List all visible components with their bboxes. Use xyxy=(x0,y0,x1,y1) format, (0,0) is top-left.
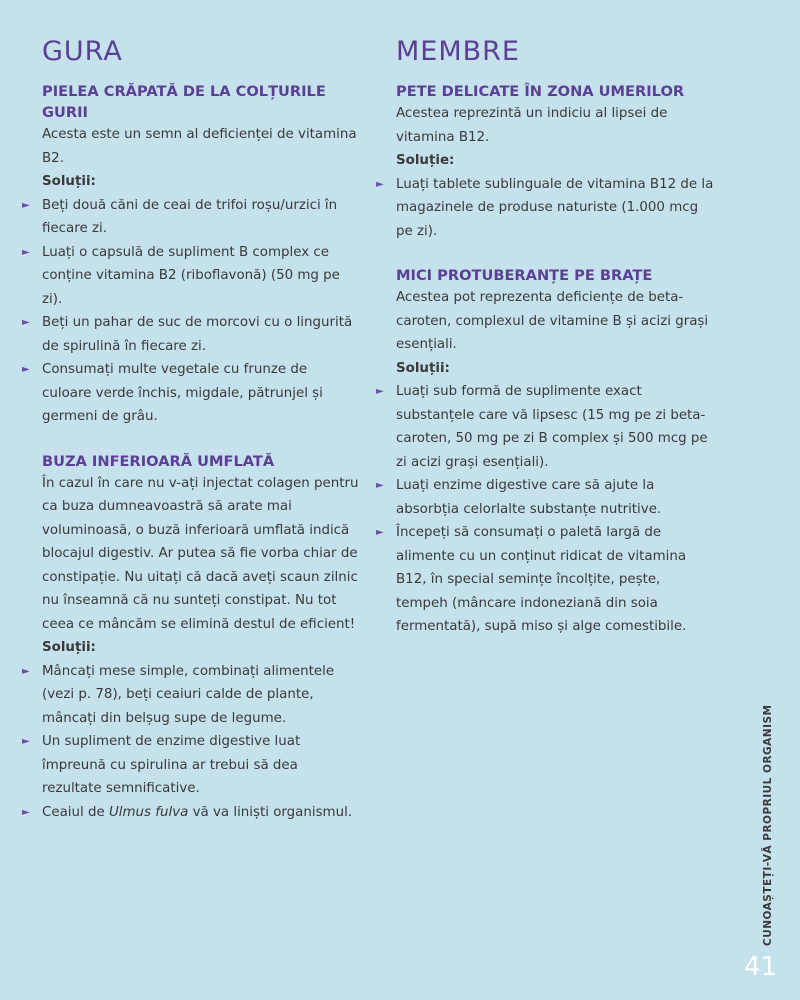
section-title-membre: MEMBRE xyxy=(396,36,520,67)
triangle-bullet-icon: ► xyxy=(22,364,30,375)
section-arm-bumps xyxy=(376,265,714,639)
intro-text: Acesta este un semn al deficienței de vitamina B2. xyxy=(42,127,357,166)
triangle-bullet-icon: ► xyxy=(22,246,30,258)
list-item: ► Luați enzime digestive care să ajute la absorbția celorlalte substanțe nutritive. xyxy=(396,474,714,521)
triangle-bullet-icon: ► xyxy=(376,178,384,190)
solutions-label: Soluții: xyxy=(42,174,96,189)
section-cracked-mouth-corners xyxy=(22,81,360,429)
triangle-bullet-icon: ► xyxy=(22,199,30,211)
page-number: 41 xyxy=(744,952,778,982)
triangle-bullet-icon: ► xyxy=(22,665,30,677)
list-item: ► Ceaiul de Ulmus fulva vă va liniști organismul. xyxy=(42,801,360,825)
intro-text: Acestea pot reprezenta deficiențe de beta-caroten, complexul de vitamine B și acizi grași esențiali. xyxy=(396,290,709,352)
triangle-bullet-icon: ► xyxy=(22,806,30,818)
chapter-sidebar-label: CUNOAȘTEȚI-VĂ PROPRIUL ORGANISM xyxy=(762,704,774,946)
list-item: ► Luați o capsulă de supliment B complex ce conține vitamina B2 (riboflavonă) (50 mg pe zi). xyxy=(42,241,360,312)
italic-term: Ulmus fulva xyxy=(108,804,189,820)
subheading: MICI PROTUBERANȚE PE BRAȚE xyxy=(396,267,653,284)
solutions-list xyxy=(376,173,714,244)
right-column xyxy=(376,36,714,661)
solutions-label: Soluții: xyxy=(42,640,96,655)
list-item: ► Luați tablete sublinguale de vitamina B12 de la magazinele de produse naturiste (1.000 mcg pe zi). xyxy=(396,173,714,244)
list-item: ► Mâncați mese simple, combinați alimentele (vezi p. 78), beți ceaiuri calde de plante, mâncați din belșug supe de legume. xyxy=(42,660,360,731)
subheading: PETE DELICATE ÎN ZONA UMERILOR xyxy=(396,83,685,100)
subheading: BUZA INFERIOARĂ UMFLATĂ xyxy=(42,452,275,470)
section-swollen-lower-lip xyxy=(22,451,360,825)
subheading: PIELEA CRĂPATĂ DE LA COLȚURILE GURII xyxy=(42,83,326,121)
solutions-list xyxy=(22,194,360,429)
solutions-label: Soluție: xyxy=(396,153,455,168)
section-shoulder-spots xyxy=(376,81,714,243)
solutions-list xyxy=(22,660,360,825)
section-title-gura: GURA xyxy=(42,36,123,67)
triangle-bullet-icon: ► xyxy=(376,480,384,491)
solutions-label: Soluții: xyxy=(396,360,450,376)
intro-text: În cazul în care nu v-ați injectat colagen pentru ca buza dumneavoastră să arate mai voluminoasă, o buză inferioară umflată indică blocajul digestiv. Ar putea să fie vorba chiar de constipație. Nu uitați că dacă aveți scaun zilnic nu înseamnă că nu sunteți constipat. Nu tot ceea ce mâncăm se elimină destul de eficient! xyxy=(42,475,359,632)
list-item: ► Beți două căni de ceai de trifoi roșu/urzici în fiecare zi. xyxy=(42,194,360,241)
intro-text: Acestea reprezintă un indiciu al lipsei de vitamina B12. xyxy=(396,106,668,145)
solutions-list xyxy=(376,380,714,639)
left-column xyxy=(22,36,360,846)
list-item: ► Începeți să consumați o paletă largă de alimente cu un conținut ridicat de vitamina B12, în special semințe încolțite, pește, tempeh (mâncare indoneziană din soia fermentată), supă miso și alge comestibile. xyxy=(396,521,714,639)
triangle-bullet-icon: ► xyxy=(376,527,384,538)
list-item: ► Beți un pahar de suc de morcovi cu o lingurită de spirulină în fiecare zi. xyxy=(42,311,360,358)
triangle-bullet-icon: ► xyxy=(22,317,30,328)
triangle-bullet-icon: ► xyxy=(376,386,384,397)
list-item: ► Consumați multe vegetale cu frunze de culoare verde închis, migdale, pătrunjel și germeni de grâu. xyxy=(42,358,360,429)
triangle-bullet-icon: ► xyxy=(22,736,30,747)
list-item: ► Un supliment de enzime digestive luat împreună cu spirulina ar trebui să dea rezultate semnificative. xyxy=(42,730,360,801)
list-item: ► Luați sub formă de suplimente exact substanțele care vă lipsesc (15 mg pe zi beta-caroten, 50 mg pe zi B complex și 500 mcg pe zi acizi grași esențiali). xyxy=(396,380,714,474)
